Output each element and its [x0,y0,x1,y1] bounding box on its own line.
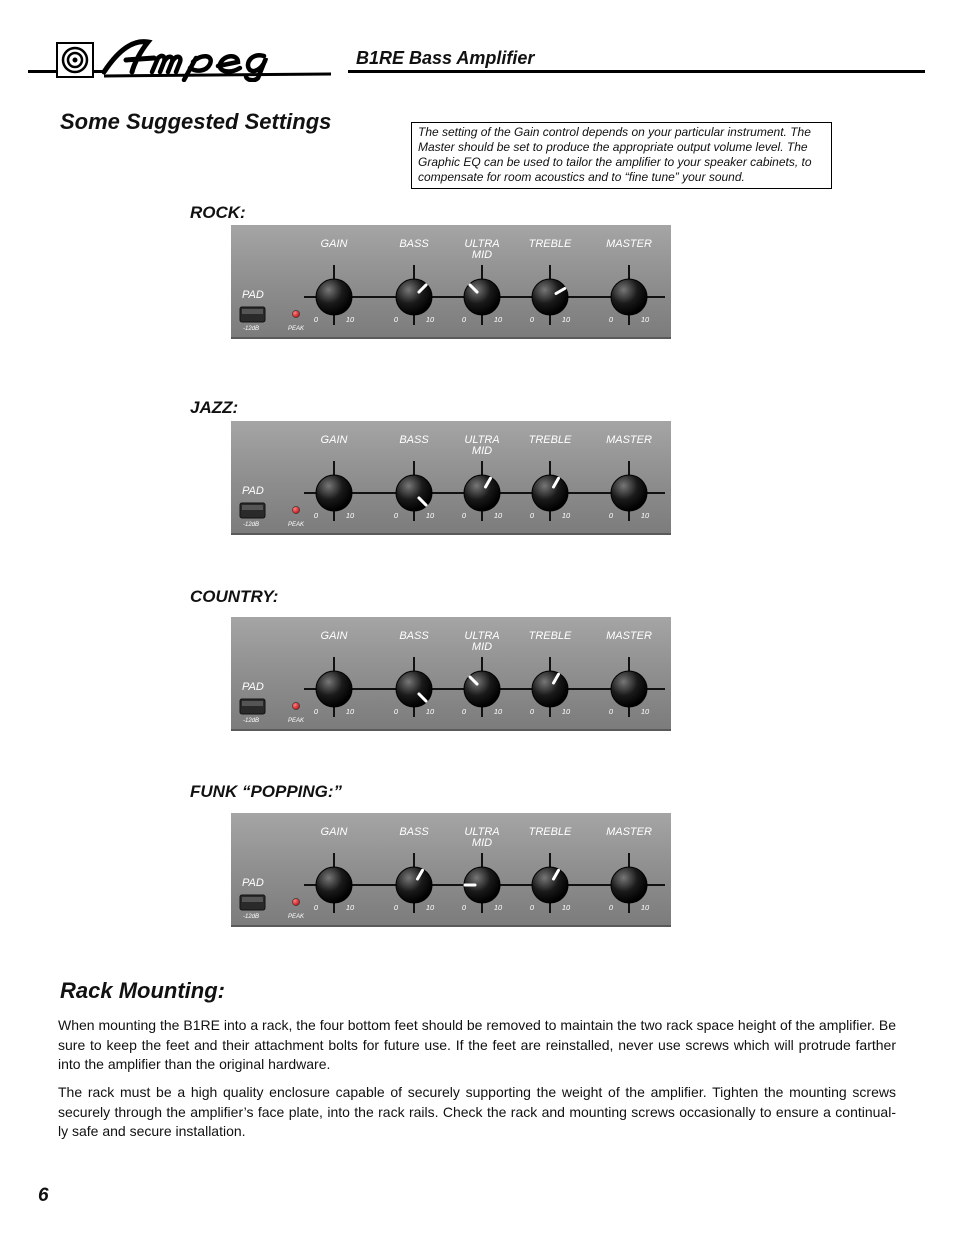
scale-min-label: 0 [608,903,614,912]
pad-label: PAD [242,877,264,889]
page-number: 6 [38,1185,49,1206]
scale-max-label: 10 [425,707,435,716]
scale-max-label: 10 [493,707,503,716]
amp-control-panel [231,617,671,731]
knob-label: BASS [399,826,429,838]
control-knob [532,671,568,707]
scale-max-label: 10 [345,707,355,716]
scale-min-label: 0 [393,707,399,716]
scale-max-label: 10 [425,315,435,324]
knob-label: BASS [399,238,429,250]
peak-led-icon [292,898,299,905]
peak-label: PEAK [288,522,305,528]
control-knob [532,475,568,511]
scale-max-label: 10 [345,511,355,520]
scale-max-label: 10 [640,315,650,324]
amp-panel-graphic [231,813,671,927]
control-knob [316,475,352,511]
amp-control-panel [231,225,671,339]
scale-min-label: 0 [608,707,614,716]
knob-label: GAIN [320,826,348,838]
knob-label: BASS [399,434,429,446]
pad-sublabel: -12dB [243,522,260,528]
scale-min-label: 0 [313,707,319,716]
preset-label: COUNTRY: [190,587,279,606]
pad-sublabel: -12dB [243,326,260,332]
model-title: B1RE Bass Amplifier [356,48,535,68]
scale-min-label: 0 [461,903,467,912]
pad-label: PAD [242,485,264,497]
knob-label: MID [471,445,493,457]
scale-max-label: 10 [561,707,571,716]
scale-max-label: 10 [425,511,435,520]
control-knob [532,867,568,903]
knob-label: MID [471,641,493,653]
control-knob [611,279,647,315]
preset-label: ROCK: [190,203,246,222]
scale-max-label: 10 [493,511,503,520]
peak-led-icon [292,310,299,317]
peak-label: PEAK [288,914,305,920]
scale-max-label: 10 [640,707,650,716]
knob-label: MASTER [606,630,652,642]
ampeg-speaker-logo-icon [56,42,94,78]
knob-label: ULTRA [464,434,500,446]
knob-label: GAIN [320,630,348,642]
control-knob [464,475,500,511]
rack-paragraph-1: When mounting the B1RE into a rack, the four bottom feet should be removed to maintain the two rack space height of the amplifier. Be sure to keep the feet and their attachment bolts for future use. If the feet are reinstalled, never use screws which will protrude farther into the amplifier than the original hardware. [58,1017,896,1072]
scale-max-label: 10 [345,315,355,324]
control-knob [611,475,647,511]
knob-label: TREBLE [528,630,572,642]
scale-min-label: 0 [393,903,399,912]
pad-label: PAD [242,681,264,693]
scale-max-label: 10 [425,903,435,912]
knob-label: BASS [399,630,429,642]
control-knob [396,867,432,903]
knob-label: ULTRA [464,630,500,642]
scale-min-label: 0 [529,315,535,324]
amp-panel-graphic [231,225,671,339]
amp-panel-graphic [231,421,671,535]
scale-max-label: 10 [493,315,503,324]
peak-label: PEAK [288,326,305,332]
scale-min-label: 0 [393,511,399,520]
scale-min-label: 0 [461,511,467,520]
scale-min-label: 0 [313,903,319,912]
preset-label: JAZZ: [190,398,239,417]
scale-max-label: 10 [493,903,503,912]
scale-max-label: 10 [561,315,571,324]
scale-min-label: 0 [529,511,535,520]
knob-label: TREBLE [528,434,572,446]
scale-min-label: 0 [461,707,467,716]
header-rule-left [28,70,56,73]
peak-led-icon [292,702,299,709]
knob-label: MID [471,249,493,261]
rack-paragraph-2: The rack must be a high quality enclosure capable of securely supporting the weight of the amplifier. Tighten the mounting screws securely through the amplifier’s face plate, into the rack rails. Check the rack and mounting screws occasionally to ensure a continual-ly safe and secure installation. [58,1084,896,1139]
scale-min-label: 0 [461,315,467,324]
control-knob [316,867,352,903]
settings-note-box: The setting of the Gain control depends on your particular instrument. The Master should be set to produce the appropriate output volume level. The Graphic EQ can be used to tailor the amplifier to your speaker cabinets, to compensate for room acoustics and to “fine tune” your sound. [411,122,832,189]
knob-label: TREBLE [528,826,572,838]
scale-max-label: 10 [640,903,650,912]
knob-label: GAIN [320,434,348,446]
peak-led-icon [292,506,299,513]
knob-label: GAIN [320,238,348,250]
scale-min-label: 0 [608,315,614,324]
scale-max-label: 10 [561,903,571,912]
ampeg-wordmark-logo [96,34,346,82]
knob-label: MASTER [606,826,652,838]
control-knob [611,867,647,903]
control-knob [611,671,647,707]
control-knob [532,279,568,315]
control-knob [316,279,352,315]
rack-section-title: Rack Mounting: [60,978,225,1003]
knob-label: TREBLE [528,238,572,250]
amp-control-panel [231,813,671,927]
scale-max-label: 10 [640,511,650,520]
scale-min-label: 0 [313,511,319,520]
scale-max-label: 10 [345,903,355,912]
knob-label: ULTRA [464,826,500,838]
preset-label: FUNK “POPPING:” [190,782,343,801]
header-rule-right [348,70,925,73]
scale-min-label: 0 [529,707,535,716]
amp-panel-graphic [231,617,671,731]
scale-max-label: 10 [561,511,571,520]
scale-min-label: 0 [529,903,535,912]
knob-label: MASTER [606,434,652,446]
scale-min-label: 0 [608,511,614,520]
control-knob [316,671,352,707]
settings-section-title: Some Suggested Settings [60,109,332,134]
knob-label: ULTRA [464,238,500,250]
scale-min-label: 0 [393,315,399,324]
scale-min-label: 0 [313,315,319,324]
knob-label: MID [471,837,493,849]
knob-label: MASTER [606,238,652,250]
amp-control-panel [231,421,671,535]
pad-sublabel: -12dB [243,914,260,920]
pad-sublabel: -12dB [243,718,260,724]
pad-label: PAD [242,289,264,301]
peak-label: PEAK [288,718,305,724]
